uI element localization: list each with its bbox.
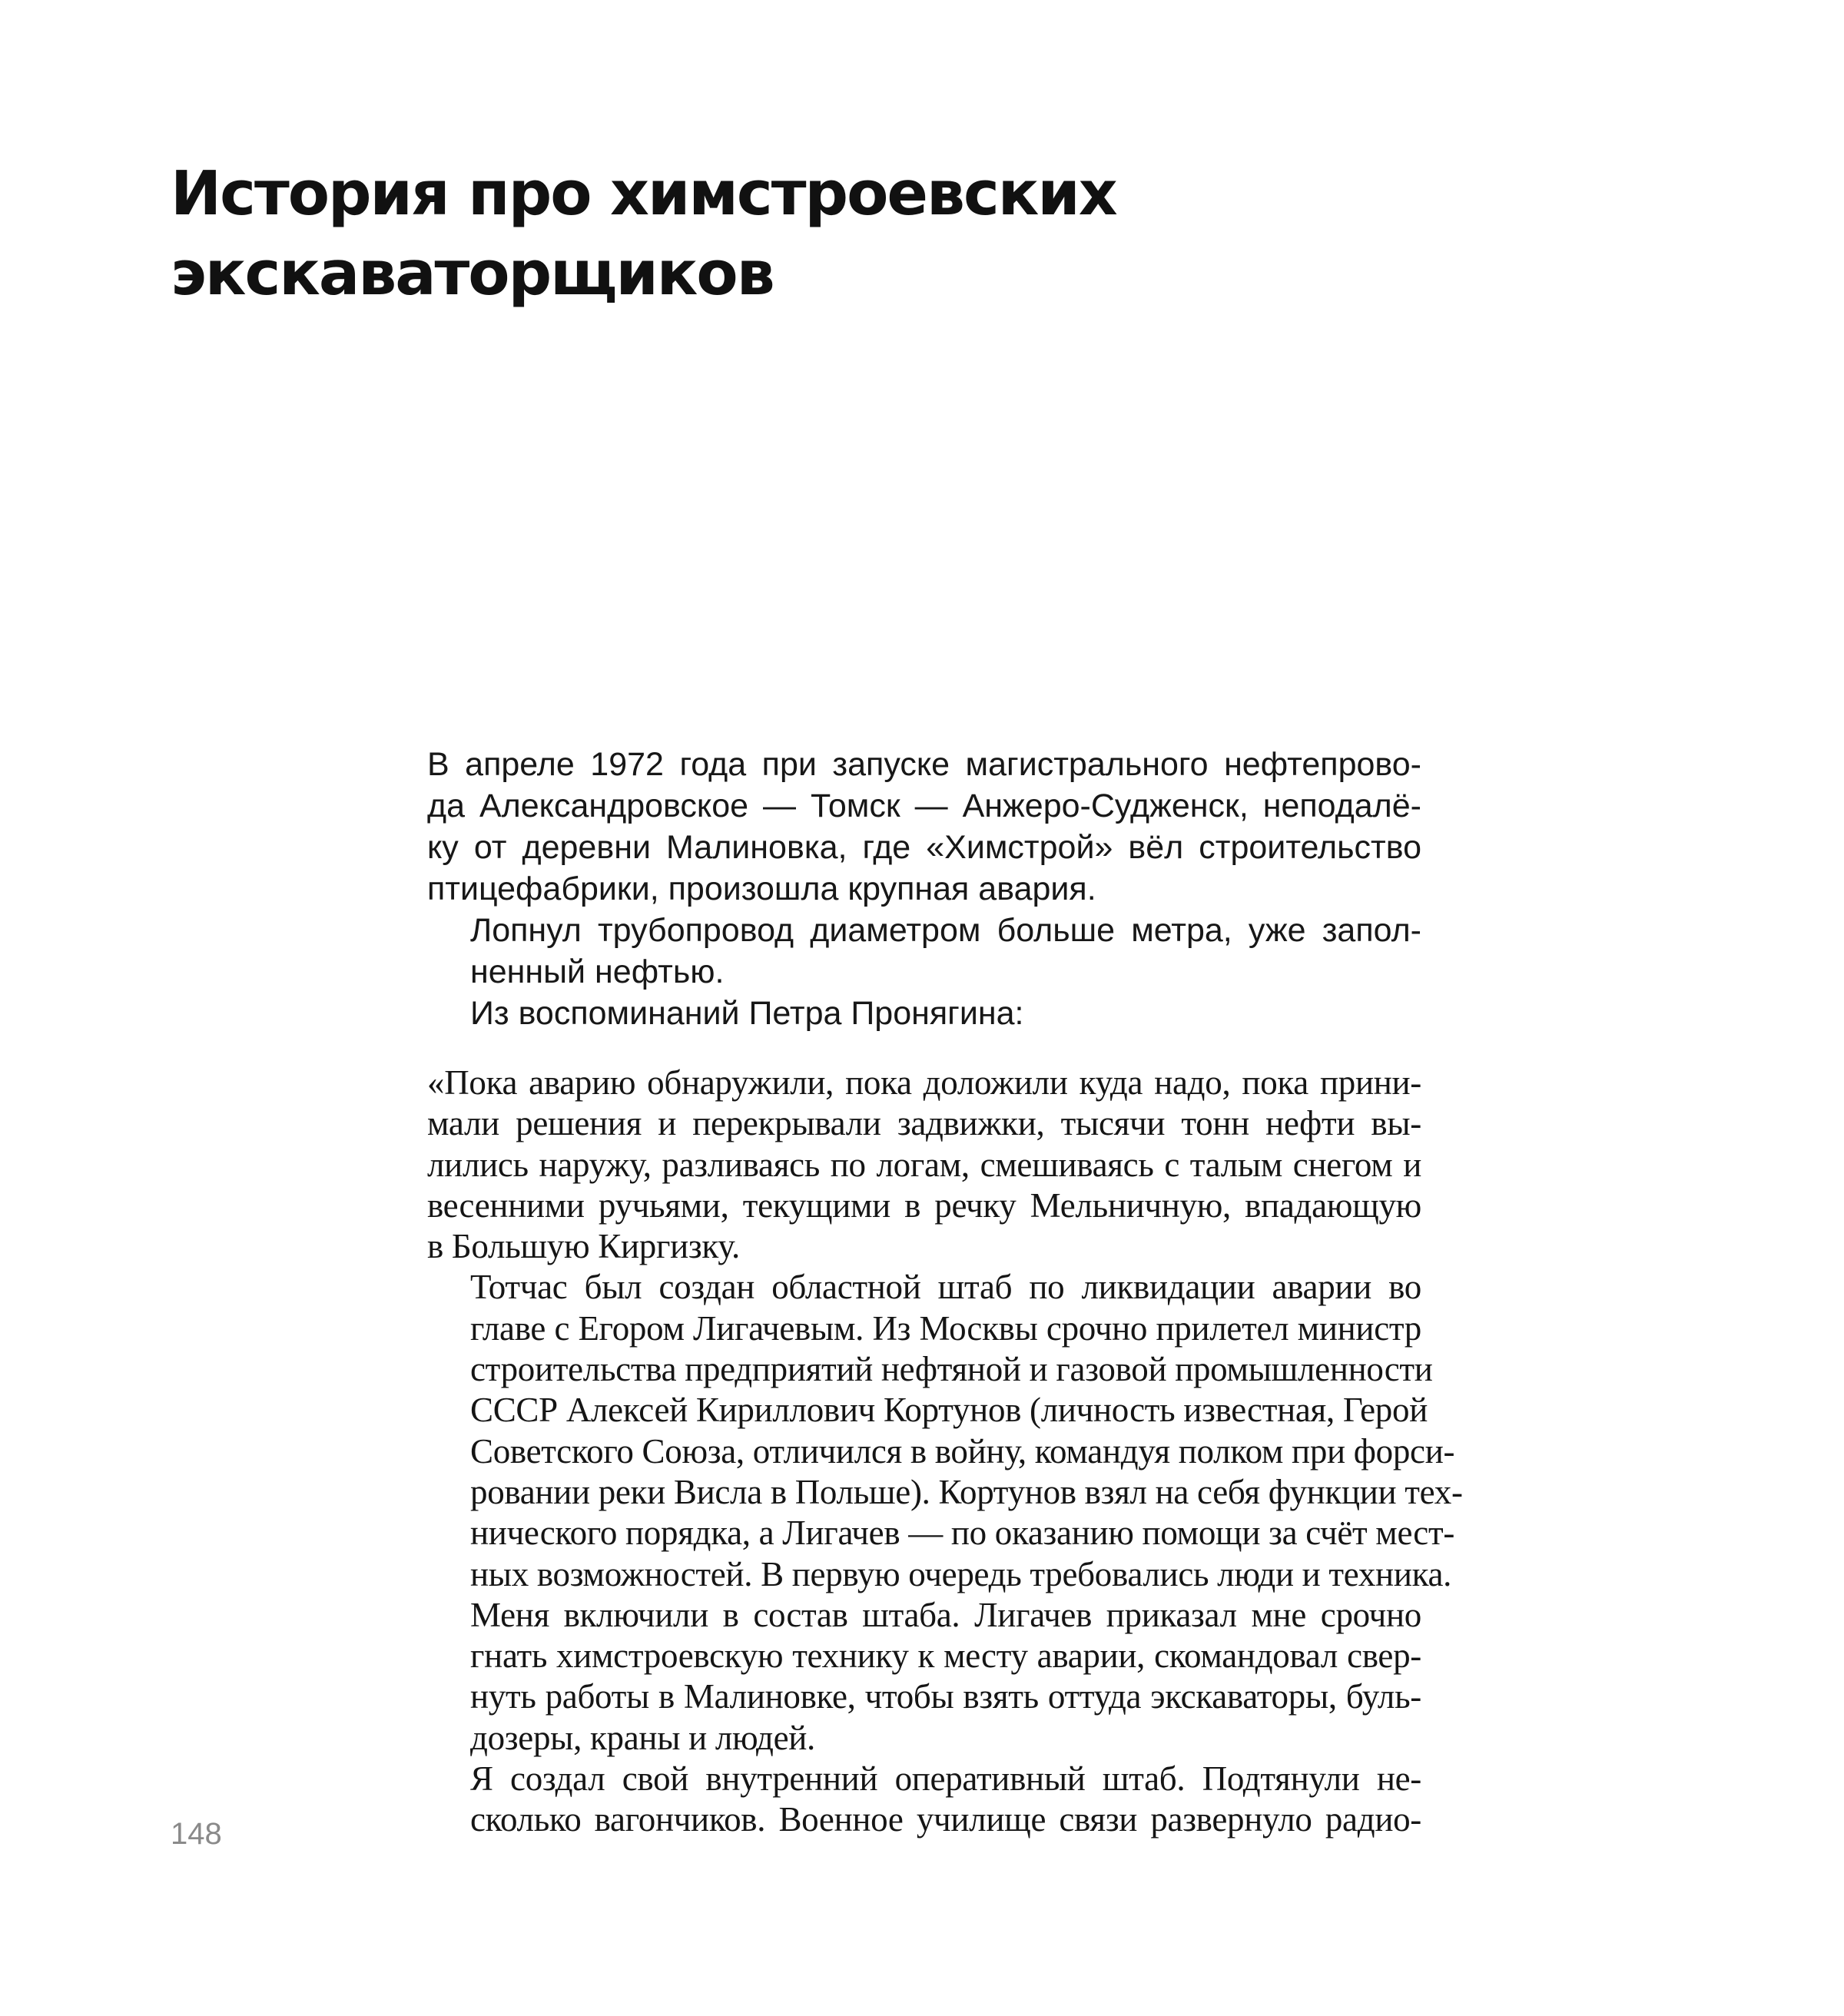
text-line: ных возможностей. В первую очередь требовались люди и техника. — [470, 1554, 1452, 1593]
chapter-title-line-2: экскаваторщиков — [171, 238, 774, 309]
quote-paragraph-2 — [427, 1267, 1463, 1594]
text-line: гнать химстроевскую технику к месту аварии, скомандовал свер- — [470, 1636, 1421, 1676]
quote-text — [427, 1063, 1463, 1841]
intro-paragraph-3 — [427, 993, 1421, 1034]
text-line: «Пока аварию обнаружили, пока доложили куда надо, пока прини- — [427, 1063, 1421, 1102]
intro-paragraph-1 — [427, 744, 1421, 910]
quote-paragraph-3 — [427, 1595, 1421, 1759]
text-line: строительства предприятий нефтяной и газовой промышленности — [470, 1350, 1433, 1389]
text-line: главе с Егором Лигачевым. Из Москвы срочно прилетел министр — [470, 1308, 1421, 1348]
intro-text — [427, 744, 1421, 1034]
text-line: ровании реки Висла в Польше). Кортунов взял на себя функции тех- — [470, 1472, 1463, 1511]
text-line: да Александровское — Томск — Анжеро-Судженск, неподалё- — [427, 788, 1421, 824]
text-line: весенними ручьями, текущими в речку Мельничную, впадающую — [427, 1185, 1421, 1225]
page-number: 148 — [171, 1817, 222, 1851]
text-line: ку от деревни Малиновка, где «Химстрой» вёл строительство — [427, 829, 1421, 866]
text-line: Я создал свой внутренний оперативный штаб. Подтянули не- — [470, 1759, 1421, 1799]
text-line: Тотчас был создан областной штаб по ликвидации аварии во — [470, 1268, 1421, 1307]
text-line: ненный нефтью. — [470, 953, 725, 990]
chapter-title-line-1: История про химстроевских — [171, 158, 1116, 229]
text-line: нуть работы в Малиновке, чтобы взять оттуда экскаваторы, буль- — [470, 1677, 1421, 1716]
text-line: нического порядка, а Лигачев — по оказанию помощи за счёт мест- — [470, 1514, 1455, 1553]
text-line: мали решения и перекрывали задвижки, тысячи тонн нефти вы- — [427, 1104, 1421, 1143]
text-line: Из воспоминаний Петра Пронягина: — [470, 995, 1024, 1032]
text-line: Меня включили в состав штаба. Лигачев приказал мне срочно — [470, 1595, 1421, 1634]
quote-paragraph-4 — [427, 1759, 1421, 1841]
text-line: Лопнул трубопровод диаметром больше метра, уже запол- — [470, 912, 1421, 949]
text-line: СССР Алексей Кириллович Кортунов (личность известная, Герой — [470, 1391, 1428, 1430]
chapter-title — [171, 154, 1323, 313]
text-line: птицефабрики, произошла крупная авария. — [427, 870, 1096, 907]
text-line: в Большую Киргизку. — [427, 1227, 740, 1266]
text-line: лились наружу, разливаясь по логам, смешиваясь с талым снегом и — [427, 1145, 1421, 1184]
quote-paragraph-1 — [427, 1063, 1421, 1267]
text-line: сколько вагончиков. Военное училище связи развернуло радио- — [470, 1800, 1421, 1839]
intro-paragraph-2 — [427, 910, 1421, 993]
text-line: Советского Союза, отличился в войну, командуя полком при форси- — [470, 1431, 1455, 1471]
text-line: дозеры, краны и людей. — [470, 1718, 816, 1757]
text-line: В апреле 1972 года при запуске магистрального нефтепрово- — [427, 746, 1421, 783]
